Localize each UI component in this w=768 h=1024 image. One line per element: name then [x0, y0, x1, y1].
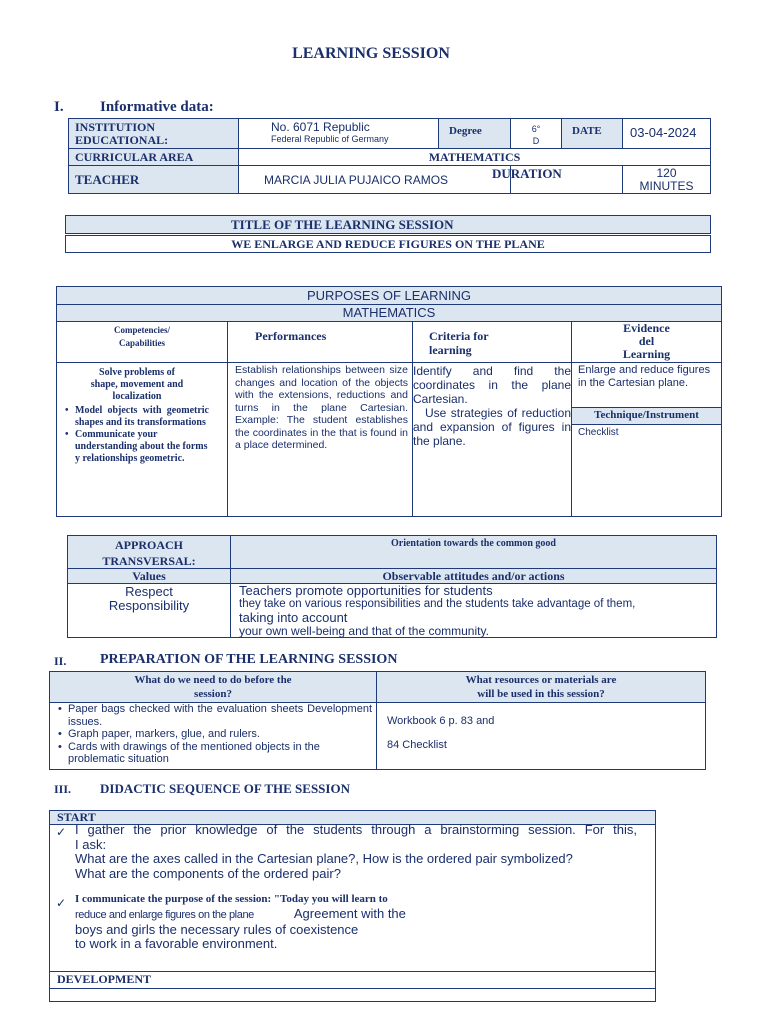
degree-value [510, 118, 562, 149]
prep-item-1-text: Paper bags checked with the evaluation sheets Development issues. [68, 703, 372, 728]
curricular-area-value: MATHEMATICS [238, 148, 711, 166]
section-3-number: III. [54, 782, 72, 796]
item1-line1: I gather the prior knowledge of the students through a brainstorming session. For this, [75, 822, 637, 837]
purposes-subject: MATHEMATICS [56, 304, 722, 322]
prep-item-2-text: Graph paper, markers, glue, and rulers. [68, 728, 260, 740]
teacher-label: TEACHER [68, 165, 239, 194]
item2-line2b: Agreement with the [293, 906, 406, 921]
competencies-cell [56, 362, 228, 517]
col-evidence: Evidence del Learning [571, 321, 722, 363]
item1-line4: What are the components of the ordered pair? [75, 865, 341, 881]
actions-label: Observable attitudes and/or actions [230, 568, 717, 584]
actions-cell [230, 583, 717, 638]
item2-line4: to work in a favorable environment. [75, 936, 278, 951]
technique-value: Checklist [571, 424, 722, 517]
degree-value-line1: 6° [531, 124, 541, 134]
institution-value [238, 118, 439, 149]
col-performances: Performances [227, 321, 413, 363]
purposes-heading: PURPOSES OF LEARNING [56, 286, 722, 305]
degree-value-line2: D [532, 136, 540, 146]
approach-value: Orientation towards the common good [230, 535, 717, 569]
prep-before-cell [49, 702, 377, 770]
resources-line-1: Workbook 6 p. 83 and [387, 715, 495, 727]
start-item-1 [75, 823, 637, 881]
criteria-cell [412, 362, 572, 517]
item2-line3: boys and girls the necessary rules of coexistence [75, 922, 359, 937]
duration-value [622, 165, 711, 194]
start-item-2 [75, 892, 575, 951]
competency-item-2: • Communicate your understanding about the forms y relationships geometric. [65, 429, 208, 464]
section-2-number: II. [54, 654, 67, 668]
values-text-1: Respect [125, 584, 173, 599]
prep-item-3: • Cards with drawings of the mentioned objects in the problematic situation [58, 741, 372, 766]
resources-line-2: 84 Checklist [387, 739, 447, 751]
technique-label: Technique/Instrument [571, 407, 722, 425]
item1-line2: I ask: [75, 836, 107, 852]
criteria-text-2: Use strategies of reduction and expansion of figures in the plane. [413, 406, 571, 448]
performances-cell: Establish relationships between size changes and location of the objects with the extensions, reductions and turns in the plane Cartesian. Example: The student establishes the coordinates in the that is found in a place determined. [227, 362, 413, 517]
approach-label: APPROACH TRANSVERSAL: [67, 535, 231, 569]
development-body [49, 988, 656, 1002]
start-label: START [49, 810, 656, 825]
page-title: LEARNING SESSION [292, 45, 450, 62]
item1-line3: What are the axes called in the Cartesian plane?, How is the ordered pair symbolized? [75, 851, 573, 866]
competency-main: Solve problems of shape, movement and localization [90, 367, 184, 402]
prep-item-3-text: Cards with drawings of the mentioned objects in the problematic situation [68, 740, 320, 765]
institution-value-line1: No. 6071 Republic [271, 120, 370, 134]
date-label: DATE [561, 118, 623, 149]
actions-line-3: taking into account [239, 610, 348, 625]
section-1-number: I. [54, 99, 64, 115]
duration-value-line2: MINUTES [639, 179, 694, 193]
section-1-label: Informative data: [100, 99, 214, 115]
col-competencies: Competencies/ Capabilities [56, 321, 228, 363]
prep-resources-header: What resources or materials are will be used in this session? [376, 671, 706, 703]
development-label: DEVELOPMENT [49, 971, 656, 989]
competency-item-1: • Model objects with geometric shapes and its transformations [65, 405, 209, 428]
actions-line-4: your own well-being and that of the community. [239, 624, 489, 638]
prep-item-2: • Graph paper, markers, glue, and rulers. [58, 728, 372, 741]
prep-item-1: • Paper bags checked with the evaluation sheets Development issues. [58, 703, 372, 728]
duration-value-line1: 120 [656, 166, 677, 180]
degree-label: Degree [438, 118, 511, 149]
duration-label [492, 165, 623, 194]
date-value: 03-04-2024 [622, 118, 711, 149]
section-2-label: PREPARATION OF THE LEARNING SESSION [100, 652, 398, 667]
competency-item-1-text: Model objects with geometric shapes and its transformations [75, 405, 209, 428]
values-text-2: Responsibility [108, 598, 190, 613]
values-cell [67, 583, 231, 638]
competency-item-2-text: Communicate your understanding about the forms y relationships geometric. [75, 429, 208, 464]
session-title-value: WE ENLARGE AND REDUCE FIGURES ON THE PLANE [65, 235, 711, 253]
item2-line1: I communicate the purpose of the session: "Today you will learn to [75, 893, 388, 905]
prep-resources-cell [376, 702, 706, 770]
institution-value-line2: Federal Republic of Germany [271, 134, 389, 144]
check-icon: ✓ [56, 825, 67, 839]
teacher-value: MARCIA JULIA PUJAICO RAMOS [238, 165, 511, 194]
criteria-text-1: Identify and find the coordinates in the plane Cartesian. [413, 364, 571, 406]
duration-label-text: DURATION [492, 166, 562, 181]
institution-label: INSTITUTION EDUCATIONAL: [68, 118, 239, 149]
values-label: Values [67, 568, 231, 584]
actions-line-1: Teachers promote opportunities for students [239, 583, 493, 598]
prep-before-header: What do we need to do before the session? [49, 671, 377, 703]
session-title-label: TITLE OF THE LEARNING SESSION [65, 215, 711, 234]
curricular-area-label: CURRICULAR AREA [68, 148, 239, 166]
col-criteria: Criteria for learning [412, 321, 572, 363]
item2-line2a: reduce and enlarge figures on the plane [75, 909, 254, 921]
evidence-cell: Enlarge and reduce figures in the Cartesian plane. [571, 362, 722, 408]
section-3-label: DIDACTIC SEQUENCE OF THE SESSION [100, 781, 350, 796]
check-icon: ✓ [56, 896, 67, 910]
actions-line-2: they take on various responsibilities and the students take advantage of them, [239, 598, 636, 610]
